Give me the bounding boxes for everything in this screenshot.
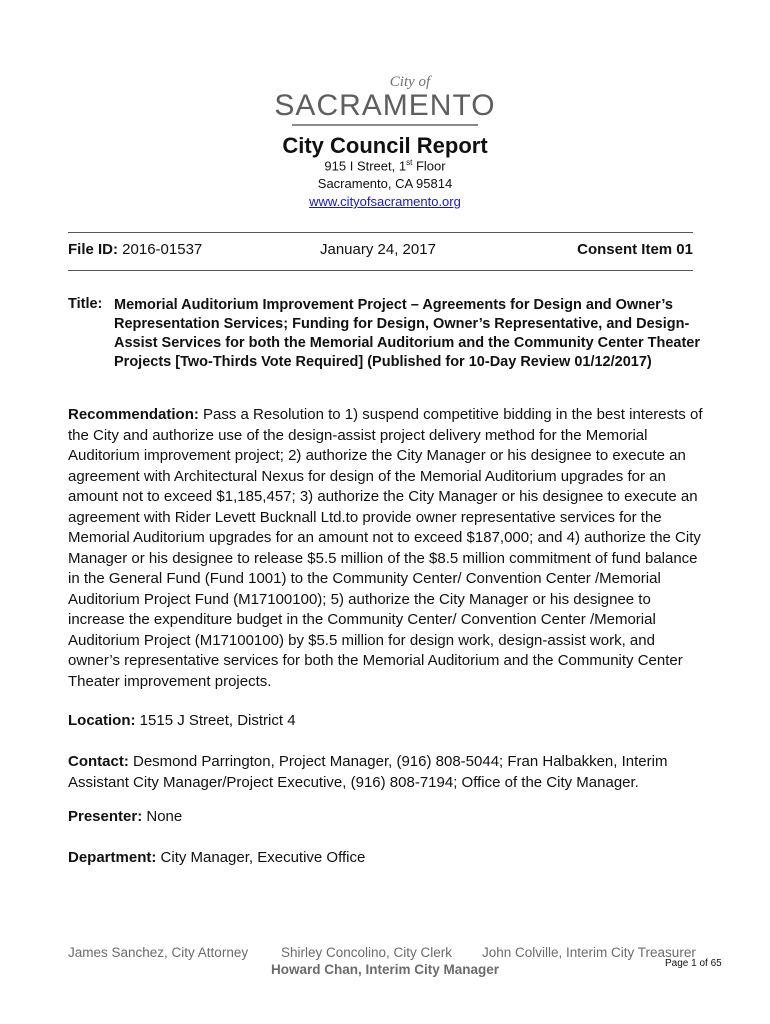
file-id	[68, 241, 202, 258]
address-floor-sup: st	[406, 158, 413, 167]
website-link[interactable]: www.cityofsacramento.org	[309, 194, 461, 209]
footer-clerk: Shirley Concolino, City Clerk	[281, 945, 453, 960]
footer-attorney: James Sanchez, City Attorney	[68, 945, 249, 960]
department	[68, 848, 708, 869]
footer-treasurer: John Colville, Interim City Treasurer	[482, 945, 696, 960]
recommendation	[68, 405, 708, 692]
presenter	[68, 807, 708, 828]
title-label: Title:	[68, 296, 103, 312]
divider-bottom	[68, 270, 693, 271]
recommendation-text: Pass a Resolution to 1) suspend competitive bidding in the best interests of the City and authorize use of the design-assist project delivery method for the Memorial Auditorium improvement project; 2) authorize the City Manager or his designee to execute an agreement with Architectural Nexus for design of the Memorial Auditorium upgrades for an amount not to exceed $1,185,457; 3) authorize the City Manager or his designee to execute an agreement with Rider Levett Bucknall Ltd.to provide owner representative services for the Memorial Auditorium upgrades for an amount not to exceed $187,000; and 4) authorize the City Manager or his designee to release $5.5 million of the $8.5 million commitment of fund balance in the General Fund (Fund 1001) to the Community Center/ Convention Center /Memorial Auditorium Project Fund (M17100100); 5) authorize the City Manager or his designee to increase the expenditure budget in the Community Center/ Convention Center /Memorial Auditorium Project (M17100100) by $5.5 million for design work, design-assist work, and owner’s representative services for both the Memorial Auditorium and the Community Center Theater improvement projects.	[68, 406, 703, 690]
contact	[68, 752, 708, 793]
recommendation-label: Recommendation:	[68, 406, 199, 423]
address-floor: Floor	[412, 158, 446, 174]
presenter-label: Presenter:	[68, 808, 143, 825]
address-street: 915 I Street, 1	[324, 158, 407, 174]
logo-city-of: City of	[389, 74, 431, 90]
logo-sacramento: SACRAMENTO	[274, 89, 496, 122]
address-city: Sacramento, CA 95814	[317, 176, 453, 191]
logo-underline	[292, 124, 478, 126]
footer-manager: Howard Chan, Interim City Manager	[270, 962, 500, 977]
location-label: Location:	[68, 712, 136, 729]
title-text: Memorial Auditorium Improvement Project – Agreements for Design and Owner’s Representation Services; Funding for Design, Owner’s Representative, and Design-Assist Services for both the Memorial Auditorium and the Community Center Theater Projects [Two-Thirds Vote Required] (Published for 10-Day Review 01/12/2017)	[114, 297, 701, 370]
file-id-label: File ID:	[68, 241, 119, 258]
city-logo	[0, 74, 770, 126]
file-id-value: 2016-01537	[118, 241, 203, 258]
department-text: City Manager, Executive Office	[156, 849, 366, 866]
department-label: Department:	[68, 849, 157, 866]
location	[68, 711, 708, 732]
report-date: January 24, 2017	[320, 241, 436, 258]
consent-item: Consent Item 01	[577, 241, 693, 258]
location-text: 1515 J Street, District 4	[135, 712, 296, 729]
divider-top	[68, 232, 693, 233]
presenter-text: None	[142, 808, 183, 825]
report-title: City Council Report	[282, 133, 488, 158]
page-number: Page 1 of 65	[665, 958, 722, 969]
address-street-line	[0, 158, 770, 173]
contact-label: Contact:	[68, 753, 129, 770]
contact-text: Desmond Parrington, Project Manager, (916) 808-5044; Fran Halbakken, Interim Assistant City Manager/Project Executive, (916) 808-7194; Office of the City Manager.	[68, 753, 668, 791]
